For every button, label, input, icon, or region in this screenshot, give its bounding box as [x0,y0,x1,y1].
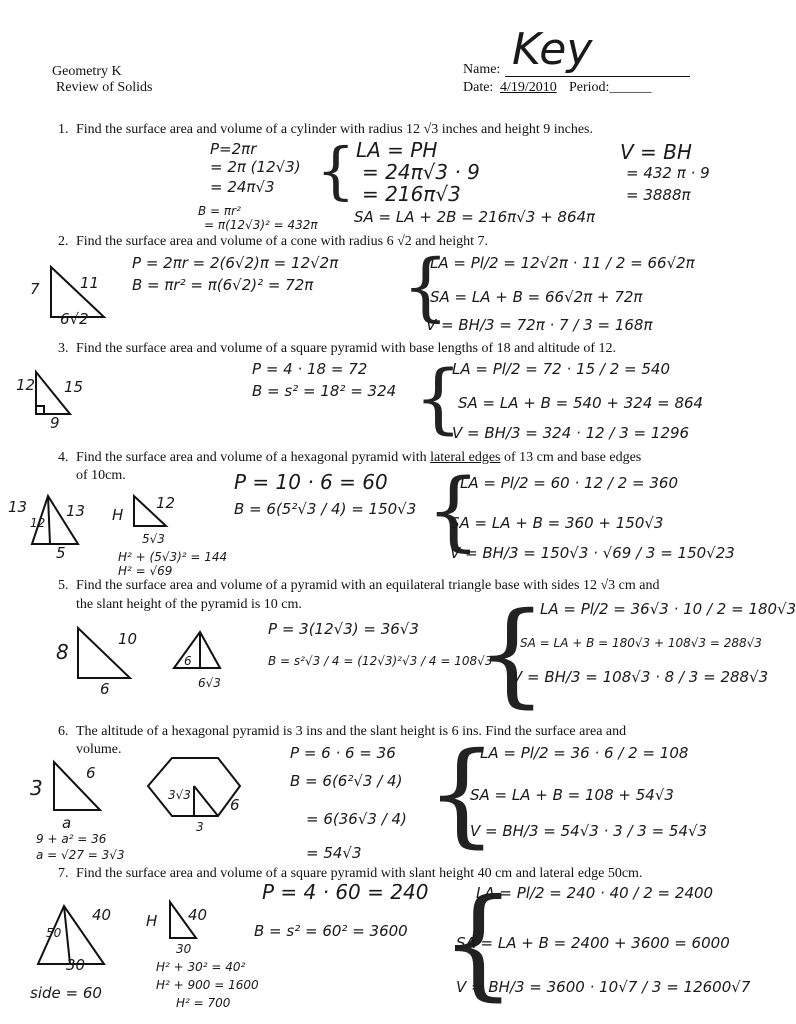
p1-work: V = BH [620,140,692,164]
p4-work: P = 10 · 6 = 60 [234,470,388,494]
p6-work: V = BH/3 = 54√3 · 3 / 3 = 54√3 [470,822,708,840]
p1-work: = π(12√3)² = 432π [204,218,318,232]
p3-label: 9 [50,414,60,432]
problem-4-text-underlined: lateral edges [430,450,501,465]
p6-work: 9 + a² = 36 [36,832,107,846]
p2-label: 6√2 [60,310,89,328]
p5-brace: { [476,589,548,719]
p5-label: 6√3 [198,676,221,690]
p7-label: 50 [46,926,62,940]
problem-7-text: Find the surface area and volume of a square pyramid with slant height 40 cm and lateral edge 50cm. [76,866,643,881]
problem-5-text: Find the surface area and volume of a pyramid with an equilateral triangle base with sides 12 √3 cm and [76,578,660,593]
p6-work: = 6(36√3 / 4) [306,810,407,828]
p1-work: P=2πr [210,140,257,158]
p3-brace: { [414,353,463,442]
p1-brace: { [316,134,356,207]
p6-work: P = 6 · 6 = 36 [290,744,396,762]
p4-work: SA = LA + B = 360 + 150√3 [450,514,664,532]
date-value: 4/19/2010 [500,80,557,95]
name-handwritten: Key [512,24,593,75]
p7-work: H² + 900 = 1600 [156,978,259,992]
p4-label: 13 [66,502,86,520]
p3-work: P = 4 · 18 = 72 [252,360,368,378]
p1-work: = 24π√3 [210,178,275,196]
p6-work: a = √27 = 3√3 [36,848,125,862]
p7-brace: { [440,874,517,1013]
p7-work: H² = 700 [176,996,231,1010]
problem-6-number: 6. [58,724,69,739]
p5-label: 6 [184,654,192,668]
course-title: Geometry K [52,64,122,79]
p4-label: H [112,506,124,524]
p4-label: 5 [56,544,66,562]
p3-work: B = s² = 18² = 324 [252,382,397,400]
p4-label: 12 [156,494,176,512]
problem-6-text-line2: volume. [76,742,122,757]
problem-3-number: 3. [58,341,69,356]
p6-label: 6 [230,796,240,814]
p7-label: 40 [92,906,112,924]
p3-label: 15 [64,378,84,396]
problem-4-text-line2: of 10cm. [76,468,126,483]
p1-work: B = πr² [198,204,241,218]
p2-label: 7 [30,280,40,298]
p4-brace: { [426,461,481,561]
p7-work: H² + 30² = 40² [156,960,246,974]
p2-work: B = πr² = π(6√2)² = 72π [132,276,314,294]
p7-label: 40 [188,906,208,924]
p5-label: 10 [118,630,138,648]
p4-work: B = 6(5²√3 / 4) = 150√3 [234,500,417,518]
p7-label: 30 [66,956,86,974]
period-label: Period:______ [569,80,652,95]
p6-work: B = 6(6²√3 / 4) [290,772,403,790]
p1-work: LA = PH [356,138,438,162]
p6-brace: { [426,729,498,859]
p5-label: 8 [56,640,69,664]
p5-work: V = BH/3 = 108√3 · 8 / 3 = 288√3 [512,668,769,686]
p6-label: 3 [196,820,204,834]
p3-label: 12 [16,376,36,394]
p6-work: = 54√3 [306,844,362,862]
worksheet-subtitle: Review of Solids [56,80,153,95]
p2-work: SA = LA + B = 66√2π + 72π [430,288,643,306]
p5-equilateral-sketch [170,630,226,674]
p2-brace: { [402,244,450,330]
p4-work: H² + (5√3)² = 144 [118,550,228,564]
p3-work: SA = LA + B = 540 + 324 = 864 [458,394,704,412]
problem-6-text: The altitude of a hexagonal pyramid is 3 ins and the slant height is 6 ins. Find the surface area and [76,724,627,739]
p7-work: P = 4 · 60 = 240 [262,880,429,904]
p4-work: LA = Pl/2 = 60 · 12 / 2 = 360 [460,474,678,492]
p7-work: B = s² = 60² = 3600 [254,922,408,940]
p6-hexagon-sketch [142,754,242,820]
name-line [505,76,690,77]
p2-work: LA = Pl/2 = 12√2π · 11 / 2 = 66√2π [430,254,695,272]
problem-1-number: 1. [58,122,69,137]
p1-work: SA = LA + 2B = 216π√3 + 864π [354,208,596,226]
p5-work: LA = Pl/2 = 36√3 · 10 / 2 = 180√3 [540,600,796,618]
p4-work: V = BH/3 = 150√3 · √69 / 3 = 150√23 [450,544,735,562]
p1-work: = 432 π · 9 [626,164,710,182]
p7-label: 30 [176,942,192,956]
p1-work: = 3888π [626,186,691,204]
p5-work: B = s²√3 / 4 = (12√3)²√3 / 4 = 108√3 [268,654,493,668]
p6-label: 3 [30,776,43,800]
p2-work: P = 2πr = 2(6√2)π = 12√2π [132,254,339,272]
p4-work: H² = √69 [118,564,173,578]
p6-label: 6 [86,764,96,782]
p4-label: 5√3 [142,532,165,546]
p6-work: SA = LA + B = 108 + 54√3 [470,786,674,804]
p6-label: 3√3 [168,788,191,802]
problem-2-number: 2. [58,234,69,249]
p5-label: 6 [100,680,110,698]
date-label: Date: [463,80,494,95]
p7-work: side = 60 [30,984,102,1002]
problem-5-text-line2: the slant height of the pyramid is 10 cm. [76,597,302,612]
p4-label: 13 [8,498,28,516]
name-label: Name: [463,62,501,77]
p4-label: 12 [30,516,46,530]
problem-7-number: 7. [58,866,69,881]
p6-label: a [62,814,72,832]
p7-work: SA = LA + B = 2400 + 3600 = 6000 [456,934,730,952]
p1-work: = 216π√3 [362,182,461,206]
problem-1-text: Find the surface area and volume of a cylinder with radius 12 √3 inches and height 9 inches. [76,122,593,137]
p2-work: V = BH/3 = 72π · 7 / 3 = 168π [426,316,653,334]
problem-4-text [76,450,641,466]
problem-4-number: 4. [58,450,69,465]
problem-4-text-b: of 13 cm and base edges [500,450,642,465]
problem-4-text-a: Find the surface area and volume of a hexagonal pyramid with [76,450,431,465]
p7-work: V = BH/3 = 3600 · 10√7 / 3 = 12600√7 [456,978,751,996]
problem-2-text: Find the surface area and volume of a cone with radius 6 √2 and height 7. [76,234,489,249]
p2-label: 11 [80,274,100,292]
p7-label: H [146,912,158,930]
p1-work: = 2π (12√3) [210,158,301,176]
p6-work: LA = Pl/2 = 36 · 6 / 2 = 108 [480,744,689,762]
p3-work: V = BH/3 = 324 · 12 / 3 = 1296 [452,424,690,442]
p1-work: = 24π√3 · 9 [362,160,480,184]
problem-5-number: 5. [58,578,69,593]
p6-triangle-sketch [46,758,106,816]
p5-work: P = 3(12√3) = 36√3 [268,620,419,638]
problem-3-text: Find the surface area and volume of a square pyramid with base lengths of 18 and altitude of 12. [76,341,617,356]
p7-work: LA = Pl/2 = 240 · 40 / 2 = 2400 [476,884,714,902]
p5-work: SA = LA + B = 180√3 + 108√3 = 288√3 [520,636,762,650]
p3-work: LA = Pl/2 = 72 · 15 / 2 = 540 [452,360,670,378]
